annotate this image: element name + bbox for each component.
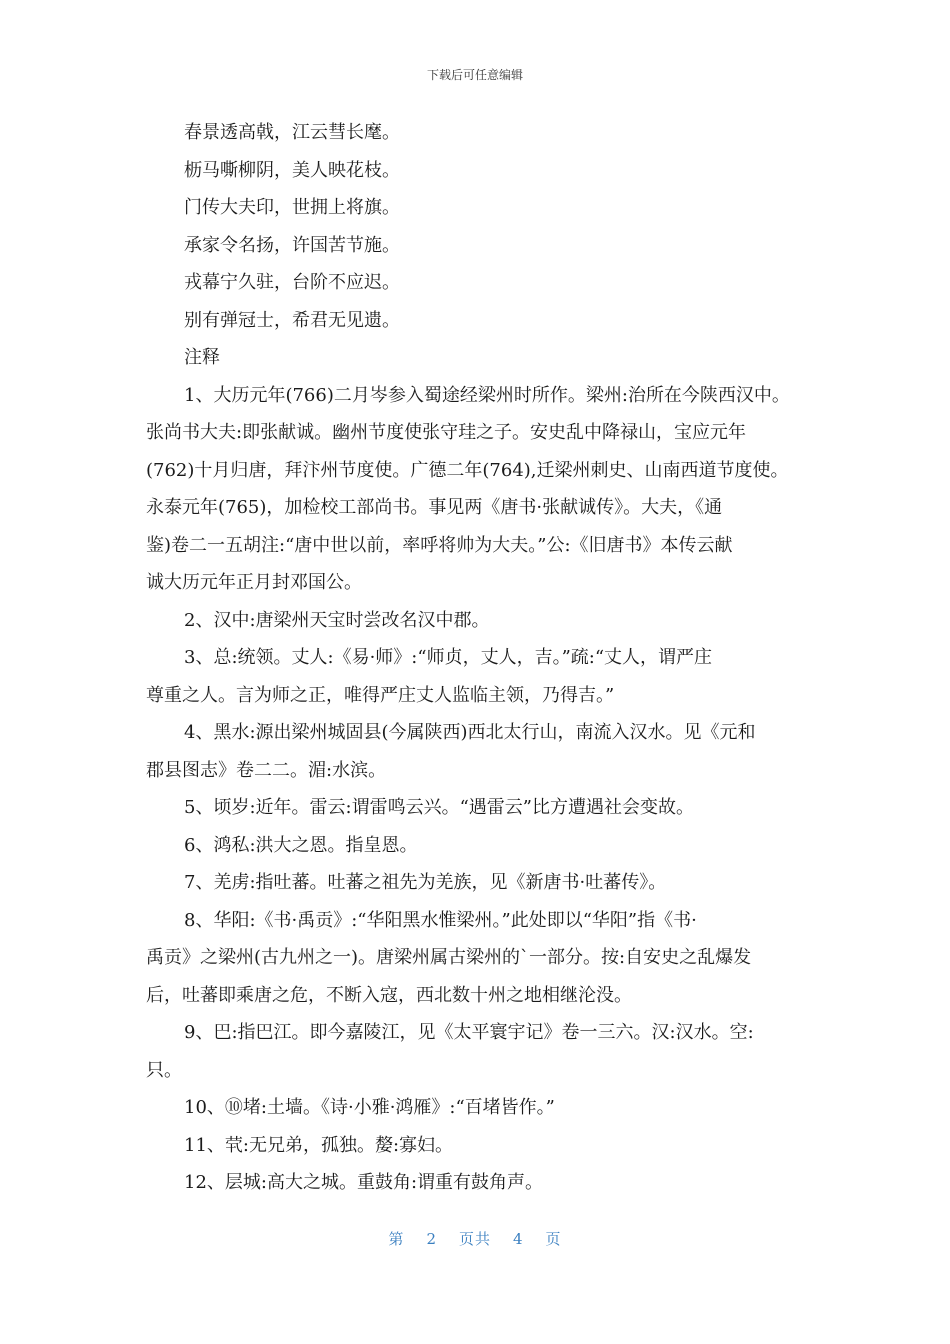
note-item bbox=[146, 1127, 826, 1165]
note-line: 7、羌虏:指吐蕃。吐蕃之祖先为羌族，见《新唐书·吐蕃传》。 bbox=[184, 872, 667, 893]
note-line: 永泰元年(765)，加检校工部尚书。事见两《唐书·张献诚传》。大夫，《通 bbox=[146, 497, 723, 518]
page-total: 4 bbox=[513, 1230, 524, 1248]
poem-line: 戎幕宁久驻，台阶不应迟。 bbox=[184, 272, 400, 293]
page-footer bbox=[0, 1228, 950, 1249]
poem bbox=[146, 114, 826, 339]
poem-line: 枥马嘶柳阴，美人映花枝。 bbox=[184, 159, 400, 181]
note-item bbox=[146, 714, 826, 789]
note-item bbox=[146, 602, 826, 640]
poem-line: 承家令名扬，许国苦节施。 bbox=[184, 234, 400, 256]
note-item bbox=[146, 789, 826, 827]
page-suffix: 页 bbox=[545, 1230, 562, 1248]
note-item bbox=[146, 377, 826, 602]
note-line: 尊重之人。言为师之正，唯得严庄丈人监临主领，乃得吉。” bbox=[146, 684, 615, 706]
note-line: 1、大历元年(766)二月岑参入蜀途经梁州时所作。梁州:治所在今陕西汉中。 bbox=[184, 384, 790, 406]
note-line: 诚大历元年正月封邓国公。 bbox=[146, 572, 362, 593]
document-body bbox=[146, 114, 826, 1202]
note-line: 3、总:统领。丈人:《易·师》:“师贞，丈人，吉。”疏:“丈人，谓严庄 bbox=[184, 647, 713, 668]
note-item bbox=[146, 1014, 826, 1089]
note-line: 后，吐蕃即乘唐之危，不断入寇，西北数十州之地相继沦没。 bbox=[146, 984, 632, 1006]
notes-list bbox=[146, 377, 826, 1202]
note-item bbox=[146, 1164, 826, 1202]
note-line: 8、华阳:《书·禹贡》:“华阳黑水惟梁州。”此处即以“华阳”指《书· bbox=[184, 909, 697, 931]
note-line: 4、黑水:源出梁州城固县(今属陕西)西北太行山，南流入汉水。见《元和 bbox=[184, 722, 756, 743]
page-prefix: 第 bbox=[388, 1230, 405, 1248]
note-item bbox=[146, 902, 826, 1015]
note-line: 10、⑩堵:土墙。《诗·小雅·鸿雁》:“百堵皆作。” bbox=[184, 1097, 555, 1118]
poem-line: 门传大夫印，世拥上将旗。 bbox=[184, 197, 400, 218]
note-line: 5、顷岁:近年。雷云:谓雷鸣云兴。“遇雷云”比方遭遇社会变故。 bbox=[184, 797, 694, 818]
note-line: 禹贡》之梁州(古九州之一)。唐梁州属古梁州的`一部分。按:自安史之乱爆发 bbox=[146, 947, 752, 968]
note-line: 2、汉中:唐梁州天宝时尝改名汉中郡。 bbox=[184, 609, 490, 631]
page-header: 下载后可任意编辑 bbox=[426, 68, 523, 82]
note-line: 11、茕:无兄弟，孤独。嫠:寡妇。 bbox=[184, 1134, 454, 1156]
note-line: (762)十月归唐，拜汴州节度使。广德二年(764),迁梁州刺史、山南西道节度使。 bbox=[146, 459, 789, 481]
note-line: 12、层城:高大之城。重鼓角:谓重有鼓角声。 bbox=[184, 1172, 544, 1193]
note-item bbox=[146, 1089, 826, 1127]
note-line: 9、巴:指巴江。即今嘉陵江，见《太平寰宇记》卷一三六。汉:汉水。空: bbox=[184, 1022, 754, 1043]
note-line: 鉴)卷二一五胡注:“唐中世以前，率呼将帅为大夫。”公:《旧唐书》本传云献 bbox=[146, 534, 733, 556]
note-line: 只。 bbox=[146, 1059, 182, 1081]
poem-line: 别有弹冠士，希君无见遗。 bbox=[184, 309, 400, 331]
note-item bbox=[146, 827, 826, 865]
page-middle: 页共 bbox=[458, 1230, 491, 1248]
page-number: 2 bbox=[426, 1230, 437, 1248]
note-line: 郡县图志》卷二二。湄:水滨。 bbox=[146, 759, 387, 781]
note-line: 6、鸿私:洪大之恩。指皇恩。 bbox=[184, 834, 418, 856]
notes-heading: 注释 bbox=[184, 347, 220, 368]
note-line: 张尚书大夫:即张献诚。幽州节度使张守珪之子。安史乱中降禄山，宝应元年 bbox=[146, 422, 747, 443]
note-item bbox=[146, 639, 826, 714]
poem-line: 春景透高戟，江云彗长麾。 bbox=[184, 122, 400, 143]
note-item bbox=[146, 864, 826, 902]
